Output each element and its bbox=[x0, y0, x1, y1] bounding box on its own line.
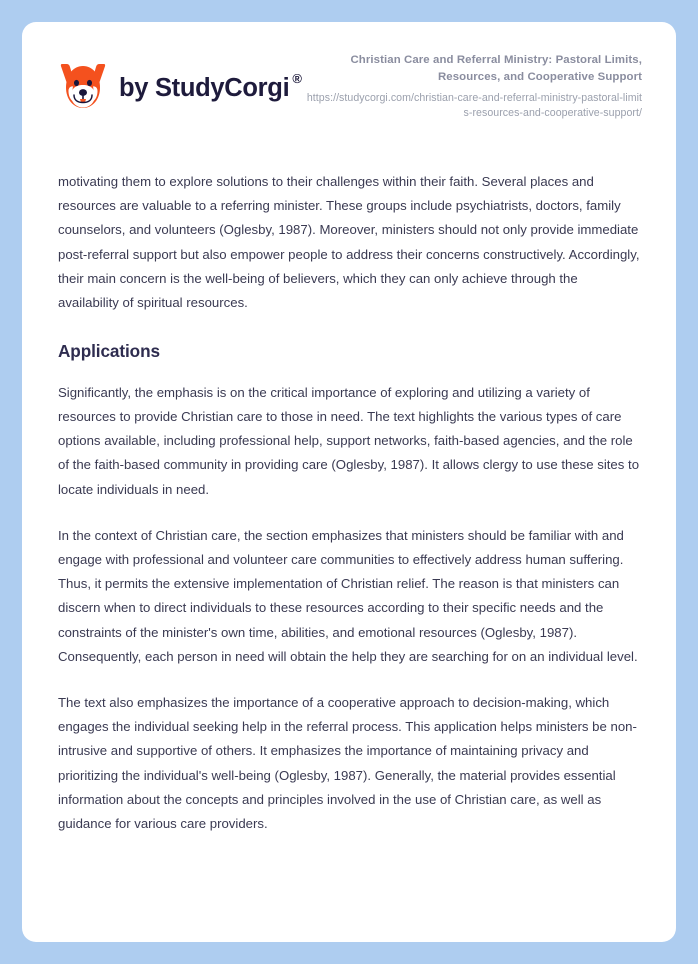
page-header bbox=[22, 22, 676, 152]
registered-trademark-icon: ® bbox=[292, 71, 302, 86]
brand-wordmark bbox=[119, 71, 302, 103]
paragraph-cooperative: The text also emphasizes the importance of a cooperative approach to decision-making, which engages the individual seeking help in the referral process. This application helps ministers be non-intrusive and supportive of others. It emphasizes the importance of maintaining privacy and prioritizing the individual's well-being (Oglesby, 1987). Generally, the material provides essential information about the concepts and principles involved in the use of Christian care, as well as guidance for various care providers. bbox=[58, 694, 637, 831]
paragraph-continued: motivating them to explore solutions to their challenges within their faith. Several places and resources are valuable to a referring minister. These groups include psychiatrists, doctors, family counselors, and volunteers (Oglesby, 1987). Moreover, ministers should not only provide immediate post-referral support but also empower people to address their concerns constructively. Accordingly, their main concern is the well-being of believers, which they can only achieve through the availability of spiritual resources. bbox=[58, 174, 640, 311]
brand-block[interactable] bbox=[58, 61, 302, 113]
document-body bbox=[22, 152, 676, 858]
paragraph-context: In the context of Christian care, the section emphasizes that ministers should be familiar with and engage with professional and volunteer care communities to effectively address human suffering. Thus, it permits the extensive implementation of Christian relief. The reason is that ministers can discern when to direct individuals to these resources according to their specific needs and the constraints of the minister's own time, abilities, and emotional resources (Oglesby, 1987). Consequently, each person in need will obtain the help they are searching for on an individual level. bbox=[58, 527, 638, 664]
article-url[interactable]: https://studycorgi.com/christian-care-and-referral-ministry-pastoral-limits-resources-and-cooperative-support/ bbox=[306, 91, 642, 120]
section-heading-applications: Applications bbox=[58, 341, 160, 362]
article-title: Christian Care and Referral Ministry: Pastoral Limits, Resources, and Cooperative Support bbox=[350, 54, 642, 83]
paragraph-significance: Significantly, the emphasis is on the critical importance of exploring and utilizing a variety of resources to provide Christian care to those in need. The text highlights the various types of care options available, including professional help, support networks, faith-based agencies, and the role of the faith-based community in providing care (Oglesby, 1987). It allows clergy to use these sites to locate individuals in need. bbox=[58, 384, 640, 497]
brand-wordmark-text: by StudyCorgi bbox=[119, 73, 290, 102]
corgi-logo-icon bbox=[58, 61, 108, 113]
header-meta bbox=[302, 52, 642, 121]
document-page-card bbox=[22, 22, 676, 942]
